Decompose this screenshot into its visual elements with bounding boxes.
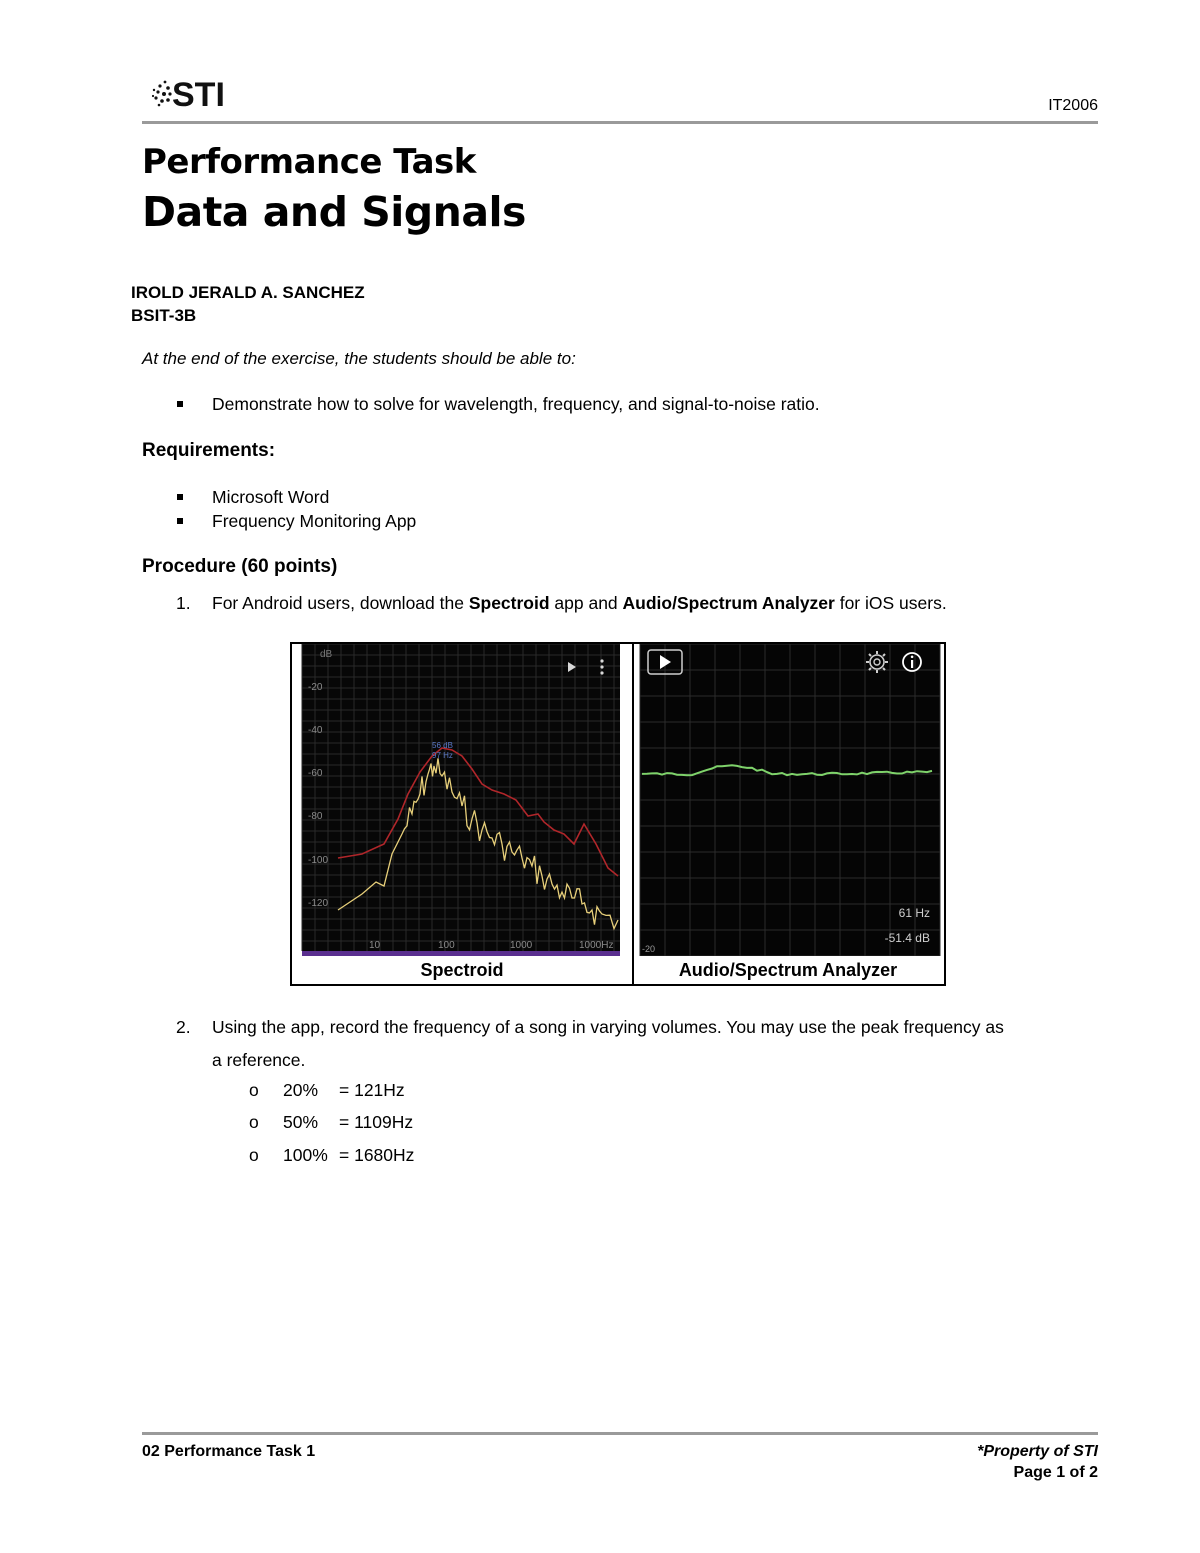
objective-item <box>212 394 820 415</box>
y-tick-label: -20 <box>308 682 323 693</box>
x-tick-label: 10 <box>369 940 381 951</box>
y-tick-label: -20 <box>642 944 656 954</box>
reading-item <box>249 1145 415 1166</box>
peak-label-db: 56 dB <box>432 741 453 750</box>
title-data-and-signals: Data and Signals <box>142 188 526 236</box>
step-text: a reference. <box>212 1050 306 1070</box>
analyzer-caption: Audio/Spectrum Analyzer <box>678 960 898 980</box>
footer-rule <box>142 1432 1098 1435</box>
step-number: 1. <box>176 593 191 613</box>
procedure-step-1 <box>176 593 947 614</box>
x-tick-label: 100 <box>438 940 455 951</box>
step-text: app and <box>549 593 623 613</box>
student-section: BSIT-3B <box>131 306 197 325</box>
frequency-readout: 61 Hz <box>898 906 930 920</box>
reading-item <box>249 1112 414 1133</box>
reading-frequency: = 1680Hz <box>339 1145 415 1165</box>
x-tick-label: 1000Hz <box>579 940 614 951</box>
reading-item <box>249 1080 405 1101</box>
spectroid-panel <box>292 644 634 984</box>
y-tick-label: -120 <box>308 898 329 909</box>
y-tick-label: -60 <box>308 768 323 779</box>
objective-text: Demonstrate how to solve for wavelength, frequency, and signal-to-noise ratio. <box>212 394 820 414</box>
step-number: 2. <box>176 1017 191 1037</box>
peak-label-hz: 97 Hz <box>432 751 453 760</box>
requirement-text: Microsoft Word <box>212 487 330 507</box>
reading-volume: 50% <box>283 1112 319 1132</box>
objectives-intro: At the end of the exercise, the students should be able to: <box>142 349 576 368</box>
reading-frequency: = 1109Hz <box>339 1112 414 1132</box>
analyzer-screenshot <box>632 644 944 956</box>
reading-volume: 100% <box>283 1145 328 1165</box>
step-app-name: Spectroid <box>468 593 550 613</box>
procedure-points: (60 points) <box>241 556 338 577</box>
menu-dots-icon[interactable] <box>600 659 603 674</box>
procedure-heading-text: Procedure <box>142 556 236 577</box>
spectroid-color-bar <box>302 951 620 956</box>
footer-property: *Property of STI <box>977 1443 1098 1460</box>
step-text: for iOS users. <box>834 593 947 613</box>
x-tick-label: 1000 <box>510 940 533 951</box>
reading-frequency: = 121Hz <box>339 1080 405 1100</box>
y-tick-label: -100 <box>308 855 329 866</box>
spectroid-screenshot <box>292 644 632 956</box>
bullet-square-icon <box>177 518 183 524</box>
requirement-item <box>212 511 416 532</box>
spectroid-caption: Spectroid <box>420 960 504 980</box>
bullet-square-icon <box>177 494 183 500</box>
logo-text: STI <box>172 76 225 114</box>
requirement-item <box>212 487 329 508</box>
bullet-circle: o <box>249 1112 259 1132</box>
reading-volume: 20% <box>283 1080 319 1100</box>
course-code: IT2006 <box>1048 97 1098 114</box>
db-readout: -51.4 dB <box>884 931 930 945</box>
y-tick-label: -40 <box>308 725 323 736</box>
requirements-heading: Requirements: <box>142 440 276 461</box>
step-app-name: Audio/Spectrum Analyzer <box>622 593 835 613</box>
header-rule <box>142 121 1098 124</box>
procedure-heading <box>142 556 337 578</box>
bullet-circle: o <box>249 1145 259 1165</box>
sti-logo <box>150 72 240 114</box>
title-performance-task: Performance Task <box>142 142 476 182</box>
footer-page-number: Page 1 of 2 <box>1013 1464 1098 1481</box>
student-name: IROLD JERALD A. SANCHEZ <box>131 283 365 302</box>
app-screenshots-figure <box>290 642 946 986</box>
analyzer-panel <box>632 644 944 984</box>
bullet-circle: o <box>249 1080 259 1100</box>
step-text: For Android users, download the <box>212 593 469 613</box>
footer-task-label: 02 Performance Task 1 <box>142 1443 316 1460</box>
y-unit-label: dB <box>320 649 333 660</box>
step-text: Using the app, record the frequency of a song in varying volumes. You may use the peak frequency as <box>212 1017 1004 1037</box>
requirement-text: Frequency Monitoring App <box>212 511 417 531</box>
bullet-square-icon <box>177 401 183 407</box>
procedure-step-2 <box>176 1011 1102 1077</box>
y-tick-label: -80 <box>308 811 323 822</box>
